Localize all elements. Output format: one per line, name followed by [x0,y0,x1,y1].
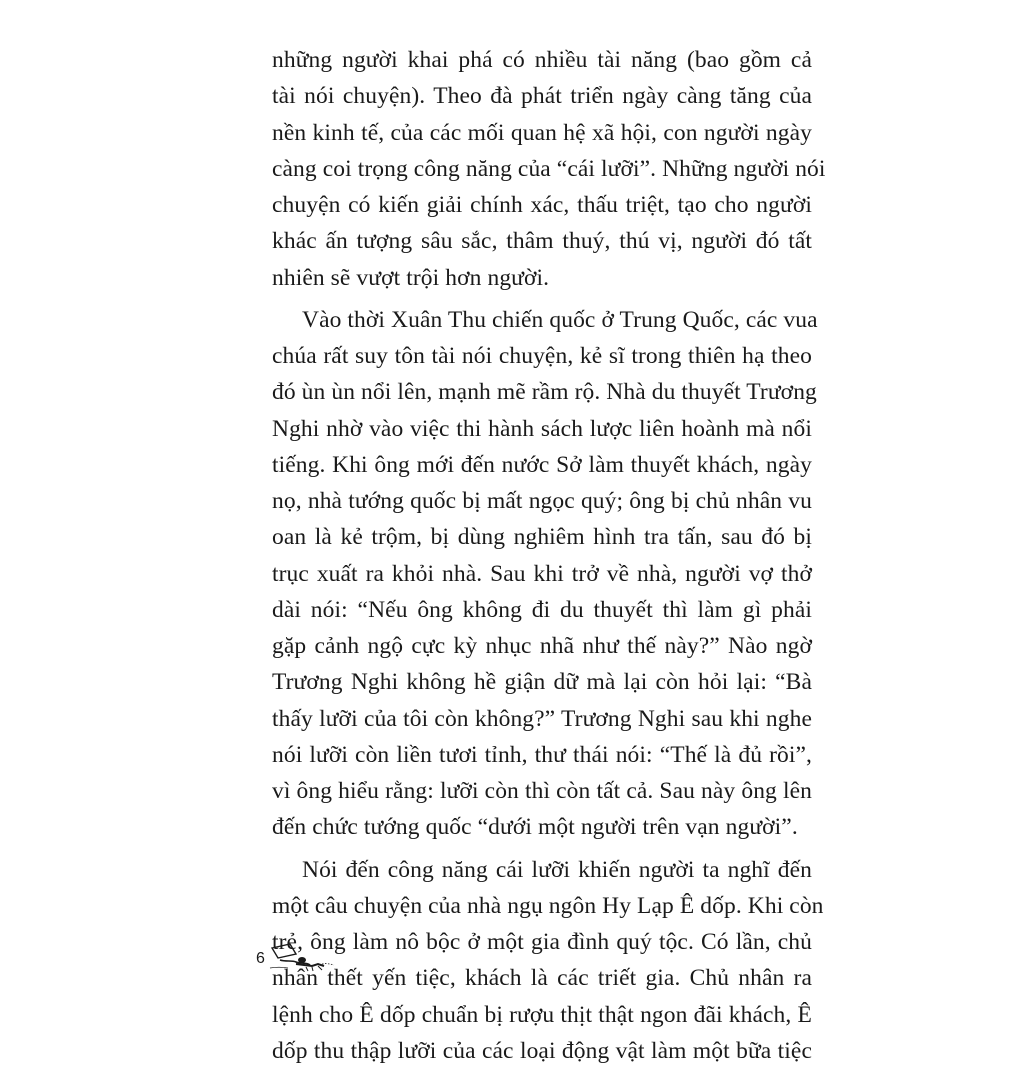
text-line: lệnh cho Ê dốp chuẩn bị rượu thịt thật ngon đãi khách, Ê [272,1001,812,1028]
paragraph-first-line: Nói đến công năng cái lưỡi khiến người ta nghĩ đến [302,856,812,883]
text-line: chuyện có kiến giải chính xác, thấu triệt, tạo cho người [272,192,812,218]
paragraph-first-line: Vào thời Xuân Thu chiến quốc ở Trung Quốc, các vua [302,306,818,333]
text-line: tiếng. Khi ông mới đến nước Sở làm thuyết khách, ngày [272,451,812,478]
text-line: khác ấn tượng sâu sắc, thâm thuý, thú vị, người đó tất [272,228,812,255]
text-line: chúa rất suy tôn tài nói chuyện, kẻ sĩ trong thiên hạ theo [272,343,812,369]
text-line: nhân thết yến tiệc, khách là các triết gia. Chủ nhân ra [272,965,812,992]
text-line: nền kinh tế, của các mối quan hệ xã hội, con người ngày [272,119,812,146]
text-line: dài nói: “Nếu ông không đi du thuyết thì làm gì phải [272,596,812,623]
text-line: nhiên sẽ vượt trội hơn người. [272,264,550,291]
page-number: 6 [256,950,265,967]
text-line: đó ùn ùn nổi lên, mạnh mẽ rầm rộ. Nhà du thuyết Trương [272,379,817,406]
text-line: càng coi trọng công năng của “cái lưỡi”. Những người nói [272,155,826,182]
text-line: vì ông hiểu rằng: lưỡi còn thì còn tất cả. Sau này ông lên [272,778,812,804]
text-line: một câu chuyện của nhà ngụ ngôn Hy Lạp Ê dốp. Khi còn [272,892,824,919]
text-line: thấy lưỡi của tôi còn không?” Trương Nghi sau khi nghe [272,705,812,732]
text-line: trẻ, ông làm nô bộc ở một gia đình quý tộc. Có lần, chủ [272,929,812,955]
text-line: dốp thu thập lưỡi của các loại động vật làm một bữa tiệc [272,1037,812,1064]
text-line: nọ, nhà tướng quốc bị mất ngọc quý; ông bị chủ nhân vu [272,488,812,514]
text-line: gặp cảnh ngộ cực kỳ nhục nhã như thế này?” Nào ngờ [272,633,812,659]
text-line: oan là kẻ trộm, bị dùng nghiêm hình tra tấn, sau đó bị [272,524,812,551]
text-line: những người khai phá có nhiều tài năng (bao gồm cả [272,47,812,73]
text-line: Nghi nhờ vào việc thi hành sách lược liên hoành mà nổi [272,415,812,442]
page-footer [252,938,342,978]
text-line: Trương Nghi không hề giận dữ mà lại còn hỏi lại: “Bà [272,669,812,696]
body-text [272,42,826,1069]
text-line: đến chức tướng quốc “dưới một người trên vạn người”. [272,814,798,841]
text-line: tài nói chuyện). Theo đà phát triển ngày càng tăng của [272,83,812,110]
text-line: trục xuất ra khỏi nhà. Sau khi trở về nhà, người vợ thở [272,560,812,587]
text-line: nói lưỡi còn liền tươi tỉnh, thư thái nói: “Thế là đủ rồi”, [272,741,812,768]
reclining-reader-ornament-icon [266,940,338,974]
